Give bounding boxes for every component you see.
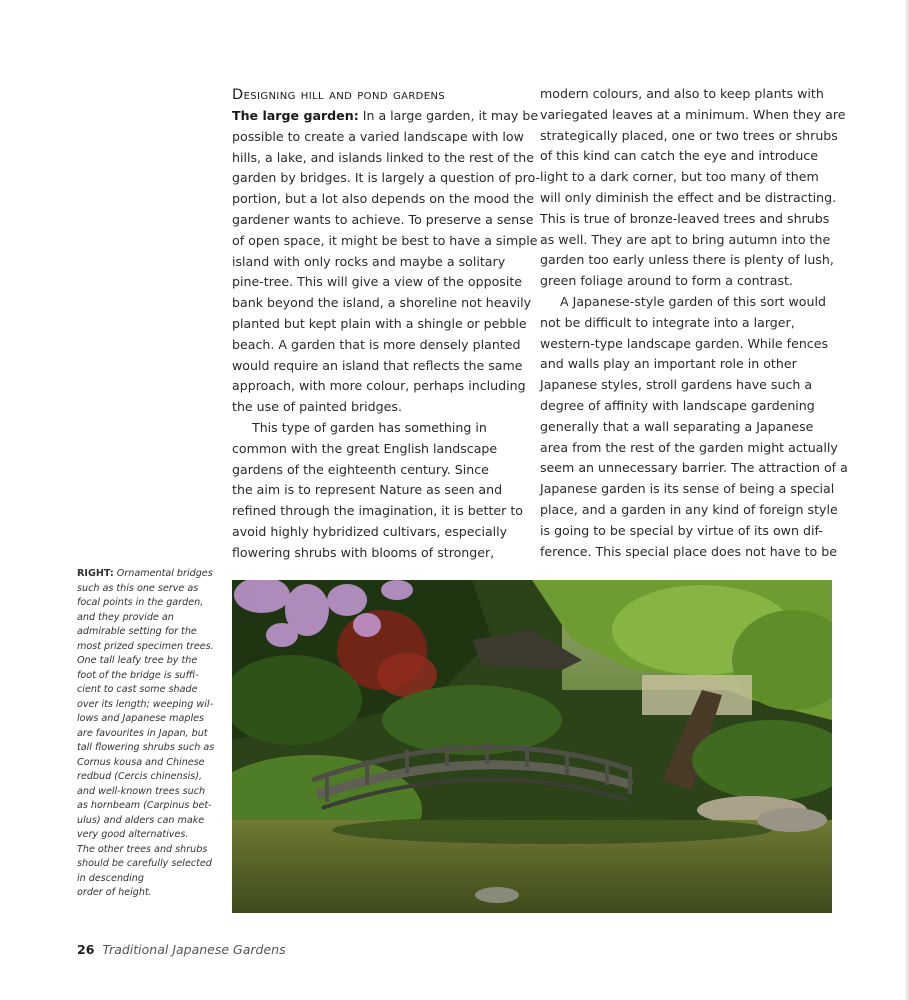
caption-line: ulus) and alders can make [77,814,205,826]
article-line-text: In a large garden, it may be [362,108,539,123]
article-line: modern colours, and also to keep plants with [540,86,824,101]
article-line: western-type landscape garden. While fences [540,335,829,351]
article-column-right [540,84,848,562]
page-number: 26 [77,942,95,957]
page-footer [77,942,286,957]
section-heading: Designing hill and pond gardens [232,87,446,103]
article-line: approach, with more colour, perhaps including [232,378,526,394]
article-column-left [232,84,541,564]
stepping-stone [475,887,519,903]
caption-line: as hornbeam (Carpinus bet- [77,800,212,811]
article-line: refined through the imagination, it is better to [232,503,523,519]
article-line: A Japanese-style garden of this sort would [560,293,826,309]
article-line: the use of painted bridges. [232,399,402,415]
caption-line [77,567,227,582]
article-line: and walls play an important role in other [540,356,797,372]
runin-heading: The large garden: [232,108,359,123]
article-line: bank beyond the island, a shoreline not heavily [232,295,532,311]
photo-caption [77,567,227,901]
article-line: variegated leaves at a minimum. When they are [540,106,846,122]
article-line: of this kind can catch the eye and introduce [540,148,819,164]
caption-line: focal points in the garden, [77,597,204,608]
article-line: island with only rocks and maybe a solitary [232,253,506,269]
caption-line: admirable setting for the [77,626,197,637]
article-line: will only diminish the effect and be distracting. [540,189,837,205]
article-line: beach. A garden that is more densely planted [232,336,521,352]
caption-line: and they provide an [77,611,174,623]
article-line: possible to create a varied landscape with low [232,128,524,144]
photo-illustration [232,580,832,913]
garden-bridge-photo [232,580,832,913]
article-line: ference. This special place does not have to be [540,543,837,559]
article-line: the aim is to represent Nature as seen and [232,482,503,498]
article-line: gardener wants to achieve. To preserve a sense [232,211,534,227]
article-line: place, and a garden in any kind of foreign style [540,501,838,517]
article-line: portion, but a lot also depends on the mood the [232,191,535,207]
article-line: seem an unnecessary barrier. The attraction of a [540,460,848,476]
caption-line: should be carefully selected [77,858,212,869]
article-line: This type of garden has something in [252,419,487,435]
pond-bank [332,816,772,844]
caption-label: RIGHT: [77,568,114,579]
caption-line: lows and Japanese maples [77,713,205,724]
caption-line: are favourites in Japan, but [77,727,208,739]
article-line: green foliage around to form a contrast. [540,273,793,289]
caption-line: and well-known trees such [77,785,206,797]
article-line: pine-tree. This will give a view of the opposite [232,274,523,290]
book-title: Traditional Japanese Gardens [102,942,286,957]
article-line: as well. They are apt to bring autumn into the [540,231,831,247]
article-line: would require an island that reflects the same [232,357,523,373]
article-line: planted but kept plain with a shingle or pebble [232,315,527,331]
caption-line: order of height. [77,887,152,898]
caption-line: foot of the bridge is suffi- [77,669,199,681]
article-line [232,106,539,127]
article-line: flowering shrubs with blooms of stronger, [232,544,495,560]
caption-line: such as this one serve as [77,582,199,594]
article-line: common with the great English landscape [232,440,498,456]
article-line: gardens of the eighteenth century. Since [232,461,489,477]
shore-rock [757,808,827,832]
article-line: not be difficult to integrate into a larger, [540,314,795,330]
article-line: garden too early unless there is plenty of lush, [540,252,834,268]
article-line: area from the rest of the garden might actually [540,439,838,455]
caption-line: very good alternatives. [77,829,189,840]
article-line: is going to be special by virtue of its own dif- [540,522,823,538]
article-line: avoid highly hybridized cultivars, especially [232,523,508,539]
article-line: light to a dark corner, but too many of them [540,169,819,185]
caption-line: redbud (Cercis chinensis), [77,771,203,782]
article-line: strategically placed, one or two trees or shrubs [540,127,838,143]
article-line: Japanese garden is its sense of being a special [540,481,835,497]
caption-line-text: Ornamental bridges [116,568,213,579]
caption-line: Cornus kousa and Chinese [77,756,205,768]
article-line: garden by bridges. It is largely a question of pro- [232,170,541,186]
article-line: Japanese styles, stroll gardens have such a [540,377,813,393]
shrub-center [382,685,562,755]
article-line: degree of affinity with landscape gardening [540,397,815,413]
caption-line: cient to cast some shade [77,684,198,695]
caption-line: in descending [77,872,144,884]
caption-line: The other trees and shrubs [77,843,208,855]
article-line: hills, a lake, and islands linked to the rest of the [232,149,534,165]
caption-line: tall flowering shrubs such as [77,742,215,753]
article-line: generally that a wall separating a Japanese [540,418,814,434]
article-line: This is true of bronze-leaved trees and shrubs [540,210,830,226]
article-line: of open space, it might be best to have a simple [232,232,538,248]
caption-line: most prized specimen trees. [77,640,214,652]
caption-line: One tall leafy tree by the [77,655,198,666]
caption-line: over its length; weeping wil- [77,698,214,710]
